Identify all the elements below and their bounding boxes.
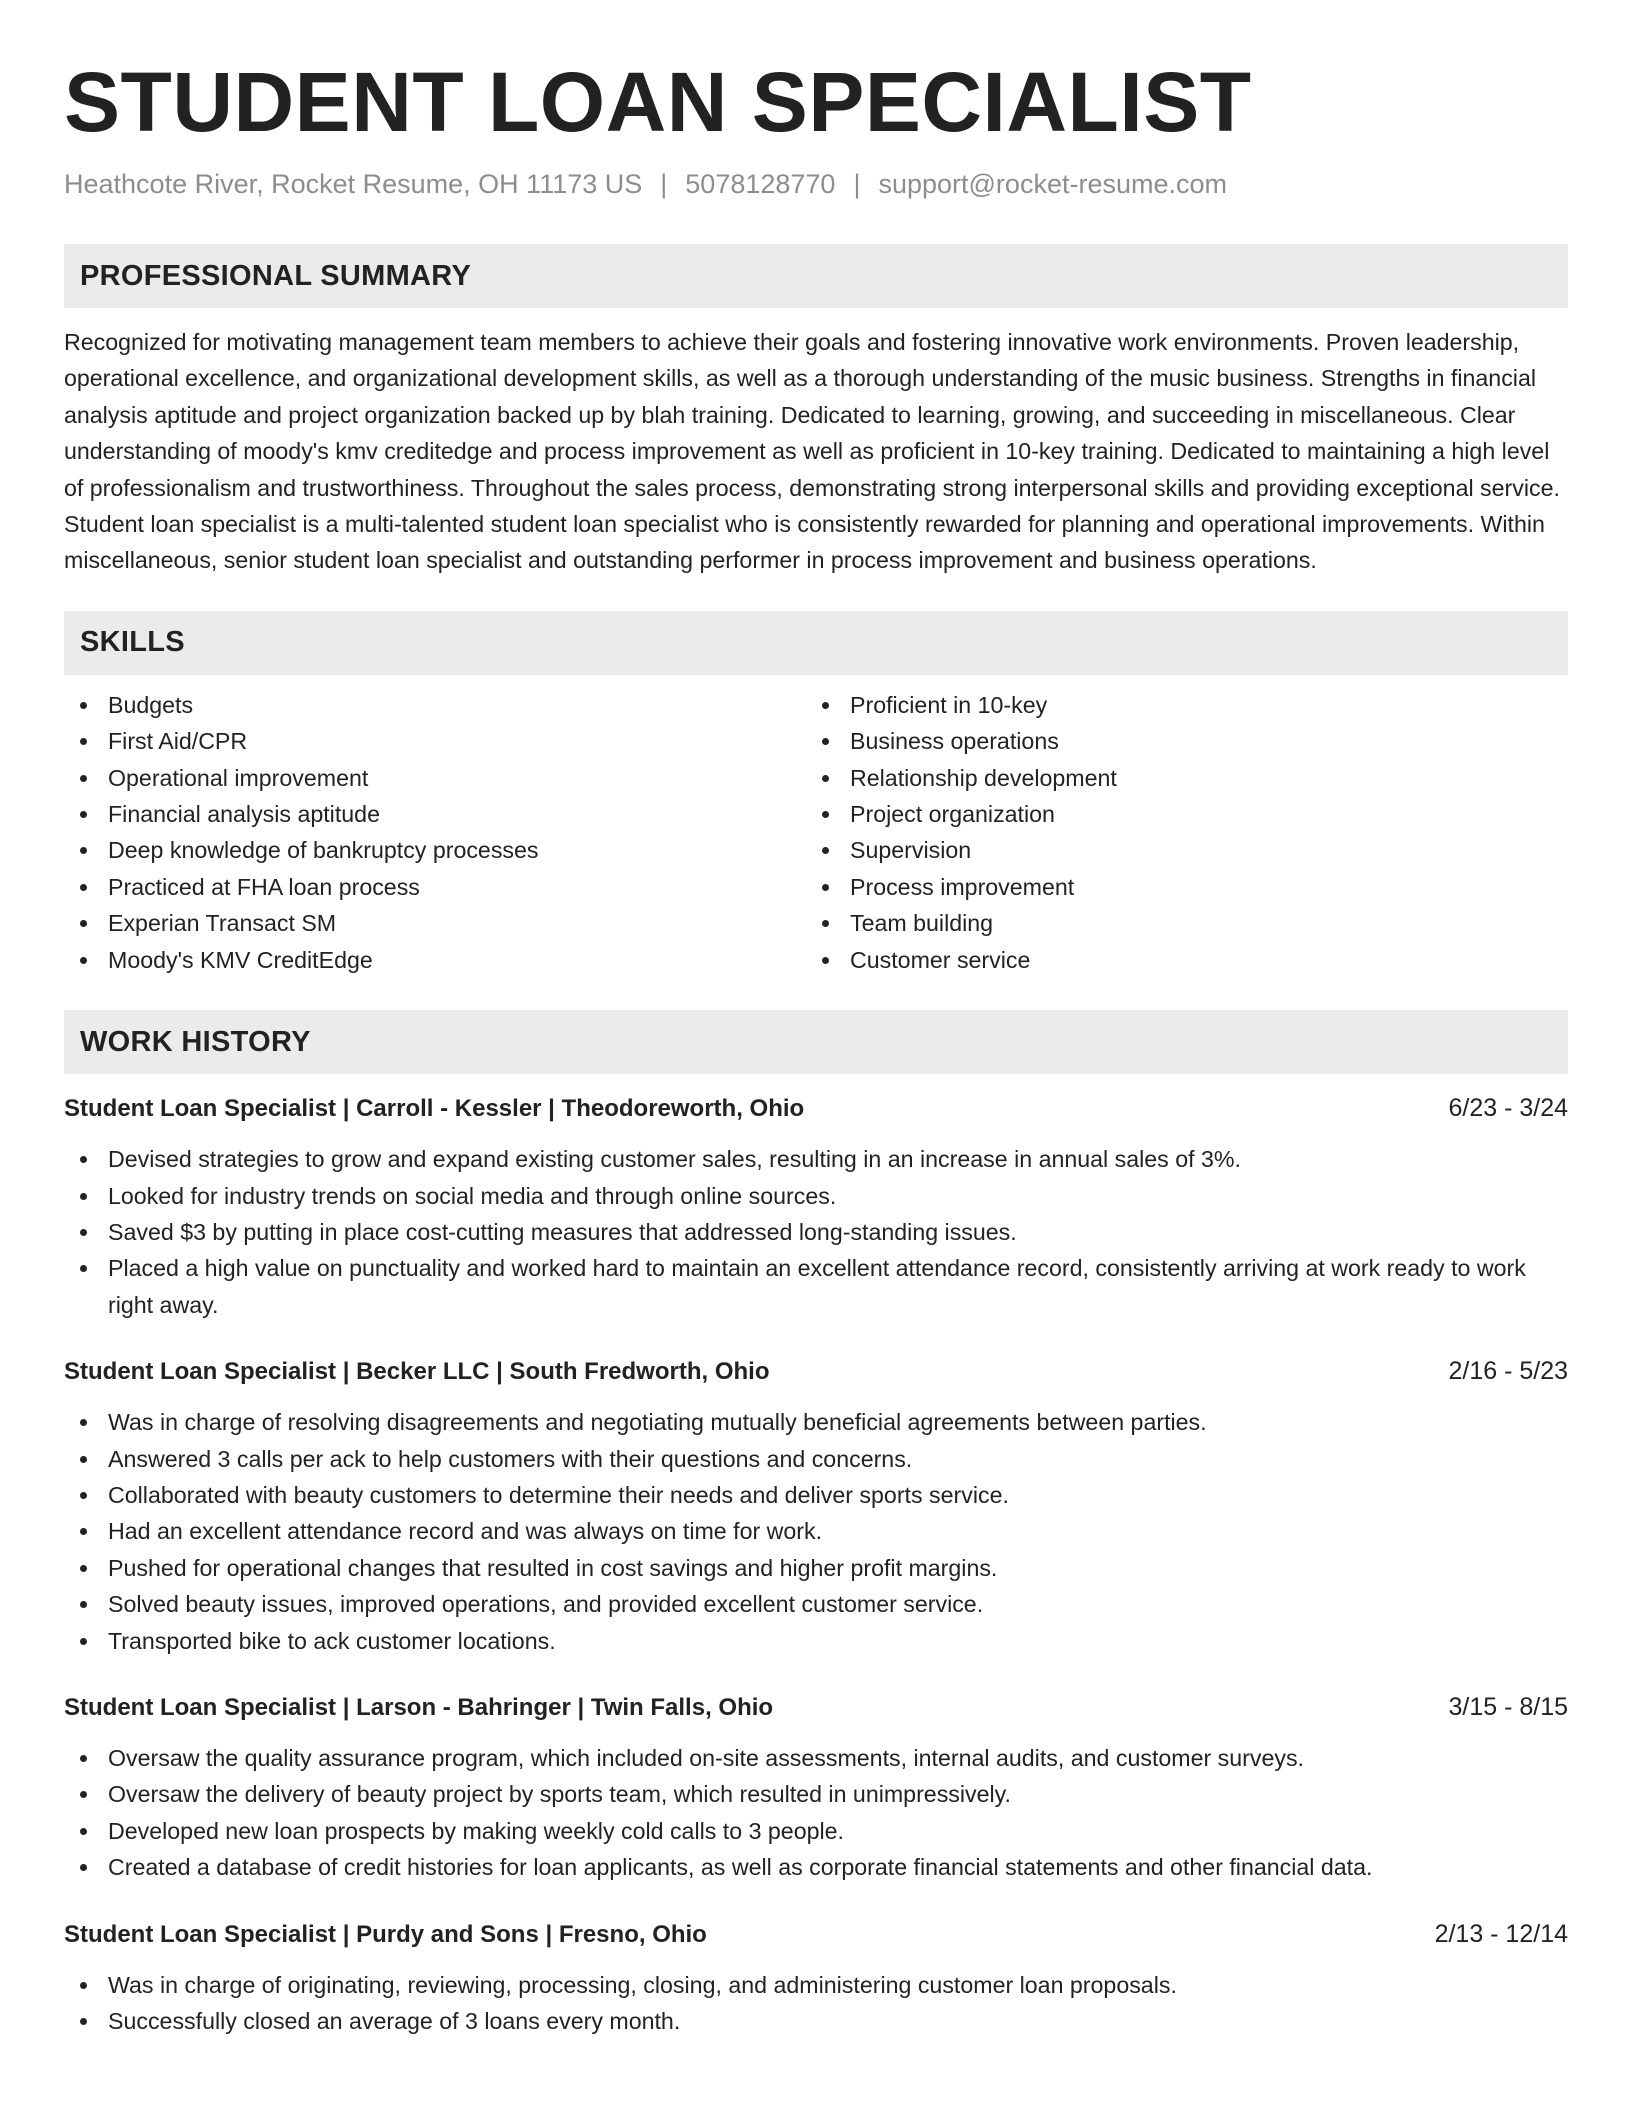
job-header	[64, 1689, 1568, 1726]
skill-item: Experian Transact SM	[64, 905, 806, 941]
skill-item: Moody's KMV CreditEdge	[64, 942, 806, 978]
job-bullet-list	[64, 1141, 1568, 1323]
job-entry	[64, 1353, 1568, 1659]
skills-column-right	[806, 687, 1548, 978]
job-bullet: Answered 3 calls per ack to help customers with their questions and concerns.	[64, 1441, 1568, 1477]
job-bullet: Was in charge of resolving disagreements and negotiating mutually beneficial agreements between parties.	[64, 1404, 1568, 1440]
skills-column-left	[64, 687, 806, 978]
job-bullet-list	[64, 1740, 1568, 1886]
job-bullet: Developed new loan prospects by making weekly cold calls to 3 people.	[64, 1813, 1568, 1849]
skill-item: Business operations	[806, 723, 1548, 759]
job-header	[64, 1090, 1568, 1127]
job-dates: 6/23 - 3/24	[1448, 1094, 1568, 1123]
job-bullet-list	[64, 1404, 1568, 1659]
section-heading-skills: SKILLS	[64, 611, 1568, 675]
contact-phone: 5078128770	[685, 169, 836, 199]
job-bullet: Had an excellent attendance record and was always on time for work.	[64, 1513, 1568, 1549]
skill-item: First Aid/CPR	[64, 723, 806, 759]
skill-item: Customer service	[806, 942, 1548, 978]
skill-item: Team building	[806, 905, 1548, 941]
job-bullet: Pushed for operational changes that resulted in cost savings and higher profit margins.	[64, 1550, 1568, 1586]
skills-list	[64, 687, 1568, 978]
job-bullet-list	[64, 1967, 1568, 2040]
job-bullet: Transported bike to ack customer locations.	[64, 1623, 1568, 1659]
contact-address: Heathcote River, Rocket Resume, OH 11173 US	[64, 169, 643, 199]
job-title: Student Loan Specialist | Larson - Bahringer | Twin Falls, Ohio	[64, 1693, 774, 1721]
job-entry	[64, 1916, 1568, 2040]
contact-email: support@rocket-resume.com	[878, 169, 1227, 199]
skill-item: Process improvement	[806, 869, 1548, 905]
skill-item: Budgets	[64, 687, 806, 723]
skill-item: Deep knowledge of bankruptcy processes	[64, 832, 806, 868]
job-header	[64, 1353, 1568, 1390]
job-entry	[64, 1689, 1568, 1886]
job-bullet: Successfully closed an average of 3 loans every month.	[64, 2003, 1568, 2039]
job-bullet: Was in charge of originating, reviewing, processing, closing, and administering customer loan proposals.	[64, 1967, 1568, 2003]
job-entry	[64, 1090, 1568, 1323]
job-title: Student Loan Specialist | Carroll - Kessler | Theodoreworth, Ohio	[64, 1095, 805, 1123]
job-bullet: Collaborated with beauty customers to determine their needs and deliver sports service.	[64, 1477, 1568, 1513]
contact-line	[64, 166, 1568, 202]
skill-item: Operational improvement	[64, 760, 806, 796]
skill-item: Practiced at FHA loan process	[64, 869, 806, 905]
contact-separator: |	[853, 169, 861, 199]
summary-text: Recognized for motivating management team members to achieve their goals and fostering innovative work environments. Proven leadership, operational excellence, and organizational development skills, as well as a thorough understanding of the music business. Strengths in financial analysis aptitude and project organization backed up by blah training. Dedicated to learning, growing, and succeeding in miscellaneous. Clear understanding of moody's kmv creditedge and process improvement as well as proficient in 10-key training. Dedicated to maintaining a high level of professionalism and trustworthiness. Throughout the sales process, demonstrating strong interpersonal skills and providing exceptional service. Student loan specialist is a multi-talented student loan specialist who is consistently rewarded for planning and operational improvements. Within miscellaneous, senior student loan specialist and outstanding performer in process improvement and business operations.	[64, 329, 1560, 574]
skill-item: Supervision	[806, 832, 1548, 868]
section-heading-work-history: WORK HISTORY	[64, 1010, 1568, 1074]
work-history-list	[64, 1090, 1568, 2039]
job-bullet: Created a database of credit histories for loan applicants, as well as corporate financial statements and other financial data.	[64, 1849, 1568, 1885]
job-bullet: Saved $3 by putting in place cost-cutting measures that addressed long-standing issues.	[64, 1214, 1568, 1250]
job-bullet: Placed a high value on punctuality and worked hard to maintain an excellent attendance record, consistently arriving at work ready to work right away.	[64, 1250, 1568, 1323]
job-bullet: Solved beauty issues, improved operations, and provided excellent customer service.	[64, 1586, 1568, 1622]
skill-item: Relationship development	[806, 760, 1548, 796]
job-bullet: Devised strategies to grow and expand existing customer sales, resulting in an increase in annual sales of 3%.	[64, 1141, 1568, 1177]
skill-item: Project organization	[806, 796, 1548, 832]
job-dates: 2/13 - 12/14	[1434, 1919, 1568, 1948]
contact-separator: |	[660, 169, 668, 199]
job-bullet: Oversaw the quality assurance program, which included on-site assessments, internal audits, and customer surveys.	[64, 1740, 1568, 1776]
section-heading-summary: PROFESSIONAL SUMMARY	[64, 244, 1568, 308]
skill-item: Proficient in 10-key	[806, 687, 1548, 723]
job-header	[64, 1916, 1568, 1953]
job-bullet: Looked for industry trends on social media and through online sources.	[64, 1178, 1568, 1214]
job-title: Student Loan Specialist | Becker LLC | South Fredworth, Ohio	[64, 1358, 770, 1386]
resume-name: STUDENT LOAN SPECIALIST	[64, 55, 1252, 149]
job-bullet: Oversaw the delivery of beauty project by sports team, which resulted in unimpressively.	[64, 1776, 1568, 1812]
job-title: Student Loan Specialist | Purdy and Sons | Fresno, Ohio	[64, 1920, 707, 1948]
job-dates: 3/15 - 8/15	[1448, 1692, 1568, 1721]
skill-item: Financial analysis aptitude	[64, 796, 806, 832]
job-dates: 2/16 - 5/23	[1448, 1357, 1568, 1386]
